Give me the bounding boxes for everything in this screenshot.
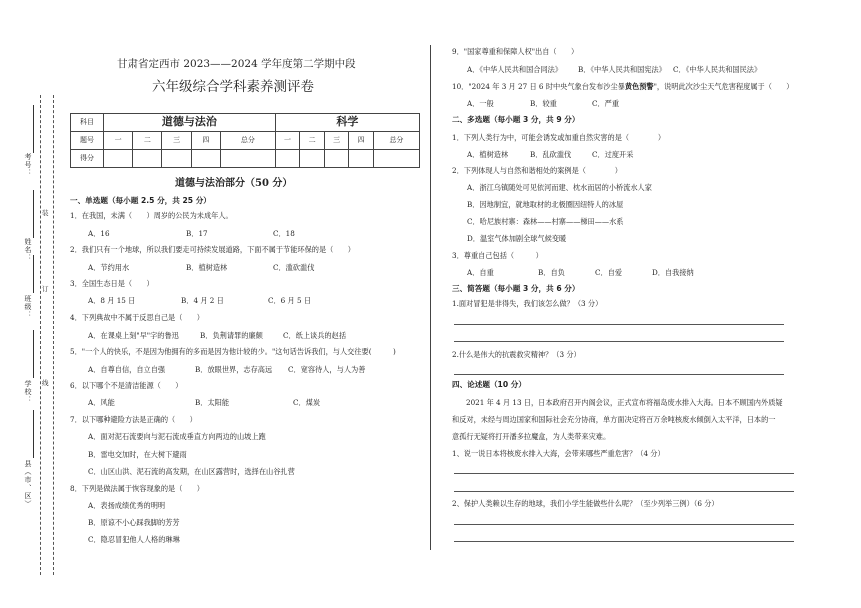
score-cell[interactable]	[373, 150, 419, 168]
answer-line[interactable]	[454, 324, 784, 325]
row-label-score: 得分	[71, 150, 104, 168]
question-6: 6．以下哪个不是清洁能源（ ）	[70, 381, 183, 390]
field-school-line	[33, 330, 34, 378]
m2-option-a: A．浙江乌镇随处可见依河而建、枕水而居的小桥流水人家	[467, 183, 652, 192]
col-header: 总分	[373, 132, 419, 150]
q10-text-bold: 黄色预警	[624, 82, 654, 91]
q5-option-b: B．放眼世界，志存高远	[195, 365, 273, 374]
m3-option-b: B．自负	[538, 268, 565, 277]
q3-option-b: B．4 月 2 日	[181, 296, 224, 305]
q3-option-a: A．8 月 15 日	[88, 296, 136, 305]
q10-option-b: B．较重	[530, 99, 557, 108]
question-1: 1．在我国，未满（ ）周岁的公民为未成年人。	[70, 211, 233, 220]
question-2: 2．我们只有一个地球，所以我们要走可持续发展道路，下面不属于节能环保的是（ ）	[70, 245, 355, 254]
essay-question-1: 1、说一说日本将核废水排入大海，会带来哪些严重危害？（4 分）	[452, 449, 665, 458]
essay-paragraph-line2: 和反对，未经与周边国家和国际社会充分协商，单方面决定将百万余吨核废水倾倒入太平洋，日本的一	[452, 415, 776, 424]
m1-option-b: B．乱砍滥伐	[530, 150, 572, 159]
q7-option-c: C．山区山洪、泥石流的高发期，在山区露营时，选择在山谷扎营	[88, 467, 295, 476]
score-table	[70, 113, 420, 168]
q2-option-b: B．植树造林	[186, 263, 228, 272]
score-cell[interactable]	[300, 150, 325, 168]
fold-mark: 装	[42, 209, 49, 217]
score-cell[interactable]	[220, 150, 275, 168]
row-label-question-number: 题号	[71, 132, 104, 150]
page-divider	[430, 45, 431, 550]
q7-option-a: A．面对泥石流要向与泥石流成垂直方向两边的山坡上跑	[88, 432, 266, 441]
fold-mark: 线	[42, 379, 49, 387]
col-header: 四	[349, 132, 374, 150]
essay-question-2: 2、保护人类赖以生存的地球，我们小学生能做些什么呢？（至少列举三例）（6 分）	[452, 499, 719, 508]
answer-line[interactable]	[454, 541, 794, 542]
q2-option-a: A．节约用水	[88, 263, 130, 272]
m2-option-b: B．因地制宜，就地取材的北极圈因纽特人的冰屋	[467, 200, 624, 209]
col-header: 三	[162, 132, 191, 150]
m3-option-d: D．自我接纳	[652, 268, 694, 277]
col-header: 一	[275, 132, 300, 150]
q6-option-b: B．太阳能	[195, 398, 230, 407]
field-name: 姓名：	[24, 238, 33, 262]
question-7: 7．以下哪种避险方法是正确的（ ）	[70, 415, 197, 424]
short-question-1: 1.面对冒犯是非得失，我们该怎么做？（3 分）	[452, 299, 603, 308]
col-header: 二	[300, 132, 325, 150]
q6-option-a: A．风能	[88, 398, 115, 407]
answer-line[interactable]	[454, 473, 794, 474]
q8-option-b: B．原谅不小心踩我脚的芳芳	[88, 518, 180, 527]
question-4: 4．下列典故中不属于反思自己是（ ）	[70, 313, 204, 322]
q6-option-c: C．煤炭	[293, 398, 321, 407]
field-county-line	[33, 410, 34, 458]
q9-option-c: C．《中华人民共和国民法》	[673, 65, 762, 74]
exam-title-line1: 甘肃省定西市 2023——2024 学年度第二学期中段	[117, 58, 356, 70]
col-header: 一	[104, 132, 133, 150]
q10-option-a: A．一般	[467, 99, 494, 108]
m2-option-c: C．哈尼族村寨：森林——村寨——梯田——水系	[467, 217, 624, 226]
binding-dashed-line-inner	[53, 95, 54, 575]
field-class-line	[33, 255, 34, 293]
exam-title-line2: 六年级综合学科素养测评卷	[152, 79, 314, 95]
q4-option-b: B．负荆请罪的廉颇	[200, 331, 263, 340]
q9-option-a: A．《中华人民共和国合同法》	[467, 65, 563, 74]
q8-option-c: C．隐忍冒犯他人人格的琳琳	[88, 535, 180, 544]
multi-question-3: 3．尊重自己包括（ ）	[452, 251, 543, 260]
m2-option-d: D．温室气体加剧全球气候变暖	[467, 234, 567, 243]
q10-text-post: "，说明此次沙尘天气危害程度属于（ ）	[653, 82, 794, 91]
section4-title: 四、论述题（10 分）	[452, 380, 526, 389]
answer-line[interactable]	[454, 524, 794, 525]
q1-option-c: C．18	[273, 229, 295, 238]
question-10	[452, 83, 793, 91]
answer-line[interactable]	[454, 374, 784, 375]
col-header: 三	[324, 132, 349, 150]
score-cell[interactable]	[133, 150, 162, 168]
q9-option-b: B．《中华人民共和国宪法》	[578, 65, 666, 74]
field-county: 县（市、区）	[24, 460, 33, 508]
score-cell[interactable]	[162, 150, 191, 168]
part-title: 道德与法治部分（50 分）	[175, 178, 293, 189]
question-5: 5．"一个人的快乐，不是因为他拥有的多而是因为他计较的少。"这句话告诉我们，与人交往要( )	[70, 347, 396, 356]
binding-dashed-line	[40, 95, 41, 575]
fold-mark: 订	[42, 285, 49, 293]
question-8: 8．下列是做法属于恢容现象的是（ ）	[70, 484, 204, 493]
essay-paragraph-line1: 2021 年 4 月 13 日，日本政府召开内阁会议，正式宣布将福岛废水排入大海。日本不顾国内外质疑	[466, 398, 783, 407]
subject-label: 科目	[71, 114, 104, 132]
m3-option-c: C．自爱	[595, 268, 623, 277]
section2-title: 二、多选题（每小题 3 分，共 9 分）	[452, 115, 580, 124]
field-exam-number-line	[33, 105, 34, 153]
score-cell[interactable]	[191, 150, 220, 168]
col-header: 二	[133, 132, 162, 150]
q7-option-b: B．雷电交加时，在大树下避雨	[88, 450, 187, 459]
q10-option-c: C．严重	[592, 99, 620, 108]
short-question-2: 2.什么是伟大的抗震救灾精神？（3 分）	[452, 350, 581, 359]
essay-paragraph-line3: 意孤行无疑将打开潘多拉魔盒，为人类带来灾难。	[452, 432, 611, 441]
score-cell[interactable]	[104, 150, 133, 168]
q1-option-b: B．17	[186, 229, 208, 238]
q2-option-c: C．滥砍滥伐	[273, 263, 315, 272]
q1-option-a: A．16	[88, 229, 110, 238]
section1-title: 一、单选题（每小题 2.5 分，共 25 分）	[70, 196, 211, 205]
score-cell[interactable]	[324, 150, 349, 168]
field-exam-number: 考号：	[24, 153, 33, 177]
m3-option-a: A．自重	[467, 268, 494, 277]
q4-option-a: A．在课桌上刻"早"字的鲁迅	[88, 331, 179, 340]
section3-title: 三、简答题（每小题 3 分，共 6 分）	[452, 284, 580, 293]
q3-option-c: C．6 月 5 日	[268, 296, 312, 305]
col-header: 四	[191, 132, 220, 150]
multi-question-1: 1．下列人类行为中，可能会诱发或加重自然灾害的是（ ）	[452, 133, 666, 142]
q4-option-c: C．纸上谈兵的赵括	[283, 331, 347, 340]
multi-question-2: 2．下列体现人与自然和谐相处的案例是（ ）	[452, 166, 622, 175]
field-school: 学校：	[24, 380, 33, 404]
q10-text-pre: 10．"2024 年 3 月 27 日 6 时中央气象台发布沙尘暴	[452, 82, 625, 91]
field-class: 班级：	[24, 295, 33, 319]
score-cell[interactable]	[349, 150, 374, 168]
col-header: 总分	[220, 132, 275, 150]
m1-option-a: A．植树造林	[467, 150, 509, 159]
question-9: 9．"国家尊重和保障人权"出自（ ）	[452, 47, 579, 56]
q5-option-a: A．自尊自信，自立自强	[88, 365, 166, 374]
score-cell[interactable]	[275, 150, 300, 168]
m1-option-c: C．过度开采	[592, 150, 634, 159]
q8-option-a: A．表扬成绩优秀的明明	[88, 501, 166, 510]
field-name-line	[33, 190, 34, 238]
answer-line[interactable]	[454, 491, 794, 492]
answer-line[interactable]	[454, 341, 784, 342]
subject-moral-law: 道德与法治	[104, 114, 276, 132]
q5-option-c: C．宽容待人，与人为善	[288, 365, 366, 374]
subject-science: 科学	[275, 114, 419, 132]
question-3: 3．全国生态日是（ ）	[70, 279, 154, 288]
